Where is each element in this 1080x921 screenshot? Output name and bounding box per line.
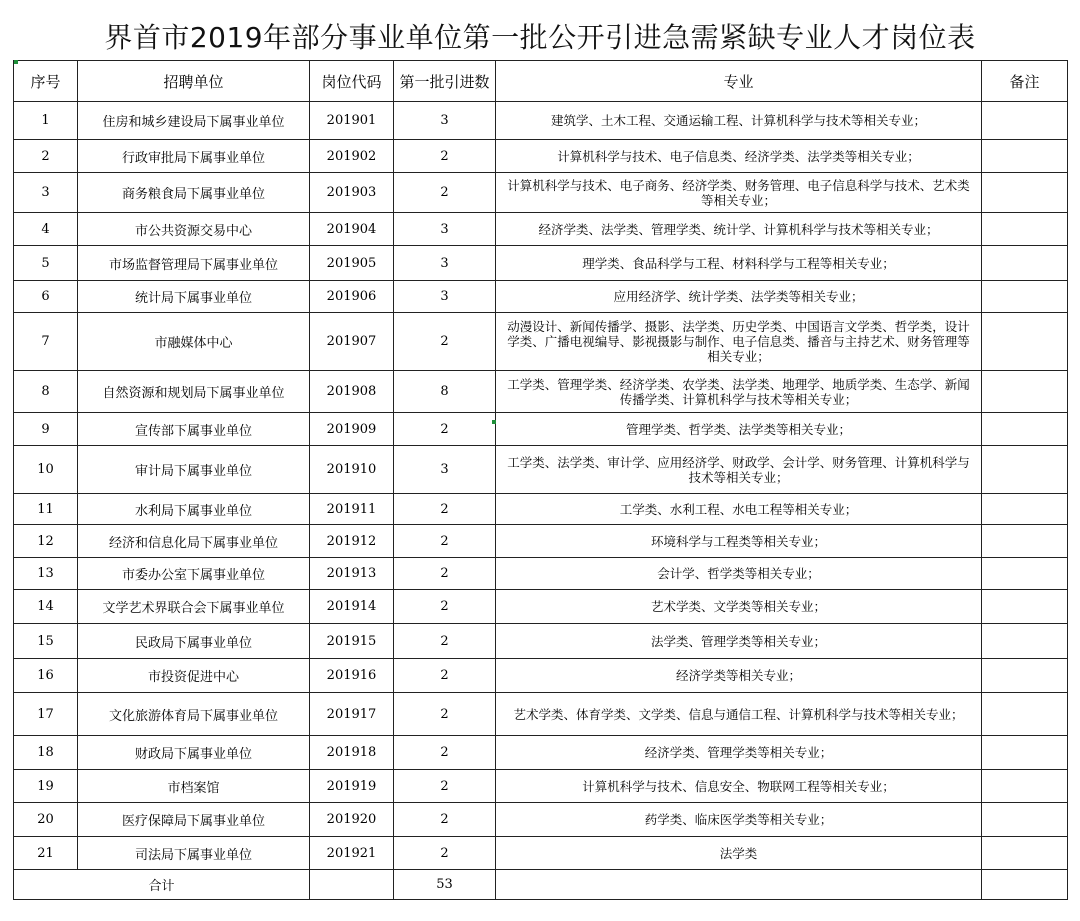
table-row <box>14 246 1068 281</box>
row-count: 2 <box>394 770 496 803</box>
row-major: 工学类、法学类、审计学、应用经济学、财政学、会计学、财务管理、计算机科学与技术等相关专业； <box>496 446 982 494</box>
row-code: 201905 <box>310 246 394 281</box>
row-code: 201921 <box>310 837 394 870</box>
total-major-cell <box>496 870 982 900</box>
row-major: 工学类、管理学类、经济学类、农学类、法学类、地理学、地质学类、生态学、新闻传播学类、计算机科学与技术等相关专业； <box>496 371 982 413</box>
row-count: 2 <box>394 494 496 525</box>
header-unit: 招聘单位 <box>78 61 310 102</box>
total-count: 53 <box>394 870 496 900</box>
row-count: 3 <box>394 102 496 140</box>
positions-table <box>13 60 1068 900</box>
table-row <box>14 770 1068 803</box>
row-major: 计算机科学与技术、电子商务、经济学类、财务管理、电子信息科学与技术、艺术类等相关专业； <box>496 173 982 213</box>
row-count: 3 <box>394 213 496 246</box>
row-code: 201906 <box>310 281 394 313</box>
row-count: 2 <box>394 693 496 736</box>
row-index: 12 <box>14 525 78 558</box>
total-label: 合计 <box>14 870 310 900</box>
row-code: 201912 <box>310 525 394 558</box>
row-unit: 市档案馆 <box>78 770 310 803</box>
table-row <box>14 659 1068 693</box>
total-code-cell <box>310 870 394 900</box>
row-unit: 文化旅游体育局下属事业单位 <box>78 693 310 736</box>
row-major: 工学类、水利工程、水电工程等相关专业； <box>496 494 982 525</box>
row-note <box>982 736 1068 770</box>
row-index: 14 <box>14 590 78 624</box>
row-unit: 市投资促进中心 <box>78 659 310 693</box>
row-note <box>982 624 1068 659</box>
page-title: 界首市2019年部分事业单位第一批公开引进急需紧缺专业人才岗位表 <box>104 21 976 54</box>
table-row <box>14 525 1068 558</box>
row-code: 201915 <box>310 624 394 659</box>
table-body <box>14 102 1068 870</box>
row-index: 19 <box>14 770 78 803</box>
row-count: 3 <box>394 281 496 313</box>
row-index: 5 <box>14 246 78 281</box>
table-row <box>14 558 1068 590</box>
table-row <box>14 590 1068 624</box>
row-count: 2 <box>394 659 496 693</box>
row-count: 3 <box>394 446 496 494</box>
cell-marker-icon <box>14 60 18 64</box>
row-count: 2 <box>394 140 496 173</box>
row-code: 201902 <box>310 140 394 173</box>
row-note <box>982 281 1068 313</box>
table-row <box>14 313 1068 371</box>
table-row <box>14 446 1068 494</box>
row-unit: 审计局下属事业单位 <box>78 446 310 494</box>
row-index: 4 <box>14 213 78 246</box>
row-code: 201904 <box>310 213 394 246</box>
total-note-cell <box>982 870 1068 900</box>
row-major: 药学类、临床医学类等相关专业； <box>496 803 982 837</box>
header-code: 岗位代码 <box>310 61 394 102</box>
table-row <box>14 837 1068 870</box>
row-code: 201903 <box>310 173 394 213</box>
row-major: 应用经济学、统计学类、法学类等相关专业； <box>496 281 982 313</box>
header-index: 序号 <box>14 61 78 102</box>
row-unit: 市公共资源交易中心 <box>78 213 310 246</box>
table-row <box>14 140 1068 173</box>
row-major: 管理学类、哲学类、法学类等相关专业； <box>496 413 982 446</box>
row-count: 2 <box>394 803 496 837</box>
row-unit: 住房和城乡建设局下属事业单位 <box>78 102 310 140</box>
table-row <box>14 213 1068 246</box>
row-index: 10 <box>14 446 78 494</box>
row-major: 会计学、哲学类等相关专业； <box>496 558 982 590</box>
row-code: 201907 <box>310 313 394 371</box>
row-count: 2 <box>394 313 496 371</box>
row-index: 2 <box>14 140 78 173</box>
row-unit: 民政局下属事业单位 <box>78 624 310 659</box>
row-index: 3 <box>14 173 78 213</box>
row-note <box>982 140 1068 173</box>
row-code: 201919 <box>310 770 394 803</box>
table-row <box>14 371 1068 413</box>
row-index: 7 <box>14 313 78 371</box>
table-row <box>14 693 1068 736</box>
row-count: 2 <box>394 624 496 659</box>
row-index: 15 <box>14 624 78 659</box>
row-unit: 市委办公室下属事业单位 <box>78 558 310 590</box>
row-note <box>982 770 1068 803</box>
row-note <box>982 313 1068 371</box>
row-code: 201908 <box>310 371 394 413</box>
row-note <box>982 693 1068 736</box>
row-index: 21 <box>14 837 78 870</box>
row-major: 经济学类、法学类、管理学类、统计学、计算机科学与技术等相关专业； <box>496 213 982 246</box>
row-code: 201917 <box>310 693 394 736</box>
table-row <box>14 281 1068 313</box>
row-code: 201911 <box>310 494 394 525</box>
row-code: 201918 <box>310 736 394 770</box>
total-row <box>14 870 1068 900</box>
row-major: 法学类 <box>496 837 982 870</box>
row-major: 计算机科学与技术、信息安全、物联网工程等相关专业； <box>496 770 982 803</box>
row-index: 1 <box>14 102 78 140</box>
row-note <box>982 371 1068 413</box>
row-count: 2 <box>394 558 496 590</box>
header-count: 第一批引进数 <box>394 61 496 102</box>
table-header-row <box>14 61 1068 102</box>
row-unit: 行政审批局下属事业单位 <box>78 140 310 173</box>
row-unit: 文学艺术界联合会下属事业单位 <box>78 590 310 624</box>
row-note <box>982 413 1068 446</box>
row-major: 计算机科学与技术、电子信息类、经济学类、法学类等相关专业； <box>496 140 982 173</box>
row-code: 201909 <box>310 413 394 446</box>
table-row <box>14 736 1068 770</box>
table-row <box>14 803 1068 837</box>
row-code: 201913 <box>310 558 394 590</box>
row-unit: 医疗保障局下属事业单位 <box>78 803 310 837</box>
row-index: 9 <box>14 413 78 446</box>
row-major: 理学类、食品科学与工程、材料科学与工程等相关专业； <box>496 246 982 281</box>
row-note <box>982 525 1068 558</box>
row-index: 18 <box>14 736 78 770</box>
row-unit: 市融媒体中心 <box>78 313 310 371</box>
row-unit: 财政局下属事业单位 <box>78 736 310 770</box>
row-unit: 宣传部下属事业单位 <box>78 413 310 446</box>
row-index: 11 <box>14 494 78 525</box>
row-unit: 自然资源和规划局下属事业单位 <box>78 371 310 413</box>
row-note <box>982 558 1068 590</box>
row-count: 2 <box>394 837 496 870</box>
row-major: 艺术学类、体育学类、文学类、信息与通信工程、计算机科学与技术等相关专业； <box>496 693 982 736</box>
row-count: 3 <box>394 246 496 281</box>
row-code: 201914 <box>310 590 394 624</box>
row-note <box>982 446 1068 494</box>
row-code: 201916 <box>310 659 394 693</box>
row-index: 16 <box>14 659 78 693</box>
row-note <box>982 173 1068 213</box>
table-row <box>14 494 1068 525</box>
table-row <box>14 413 1068 446</box>
row-major: 动漫设计、新闻传播学、摄影、法学类、历史学类、中国语言文学类、哲学类，设计学类、广播电视编导、影视摄影与制作、电子信息类、播音与主持艺术、财务管理等相关专业； <box>496 313 982 371</box>
row-note <box>982 590 1068 624</box>
row-index: 6 <box>14 281 78 313</box>
row-note <box>982 837 1068 870</box>
row-major: 艺术学类、文学类等相关专业； <box>496 590 982 624</box>
row-index: 13 <box>14 558 78 590</box>
row-unit: 市场监督管理局下属事业单位 <box>78 246 310 281</box>
cell-marker-icon <box>492 420 496 424</box>
row-major: 环境科学与工程类等相关专业； <box>496 525 982 558</box>
row-unit: 统计局下属事业单位 <box>78 281 310 313</box>
row-count: 2 <box>394 173 496 213</box>
row-count: 2 <box>394 413 496 446</box>
row-index: 17 <box>14 693 78 736</box>
row-code: 201920 <box>310 803 394 837</box>
row-code: 201901 <box>310 102 394 140</box>
row-major: 经济学类等相关专业； <box>496 659 982 693</box>
table-row <box>14 102 1068 140</box>
row-code: 201910 <box>310 446 394 494</box>
row-index: 8 <box>14 371 78 413</box>
row-note <box>982 494 1068 525</box>
row-note <box>982 803 1068 837</box>
row-major: 经济学类、管理学类等相关专业； <box>496 736 982 770</box>
row-unit: 水利局下属事业单位 <box>78 494 310 525</box>
row-note <box>982 246 1068 281</box>
row-major: 建筑学、土木工程、交通运输工程、计算机科学与技术等相关专业； <box>496 102 982 140</box>
row-major: 法学类、管理学类等相关专业； <box>496 624 982 659</box>
row-count: 2 <box>394 525 496 558</box>
row-count: 2 <box>394 590 496 624</box>
row-unit: 经济和信息化局下属事业单位 <box>78 525 310 558</box>
row-unit: 商务粮食局下属事业单位 <box>78 173 310 213</box>
row-count: 8 <box>394 371 496 413</box>
row-index: 20 <box>14 803 78 837</box>
row-note <box>982 213 1068 246</box>
table-row <box>14 624 1068 659</box>
row-note <box>982 102 1068 140</box>
header-major: 专业 <box>496 61 982 102</box>
row-unit: 司法局下属事业单位 <box>78 837 310 870</box>
table-row <box>14 173 1068 213</box>
row-note <box>982 659 1068 693</box>
row-count: 2 <box>394 736 496 770</box>
header-note: 备注 <box>982 61 1068 102</box>
